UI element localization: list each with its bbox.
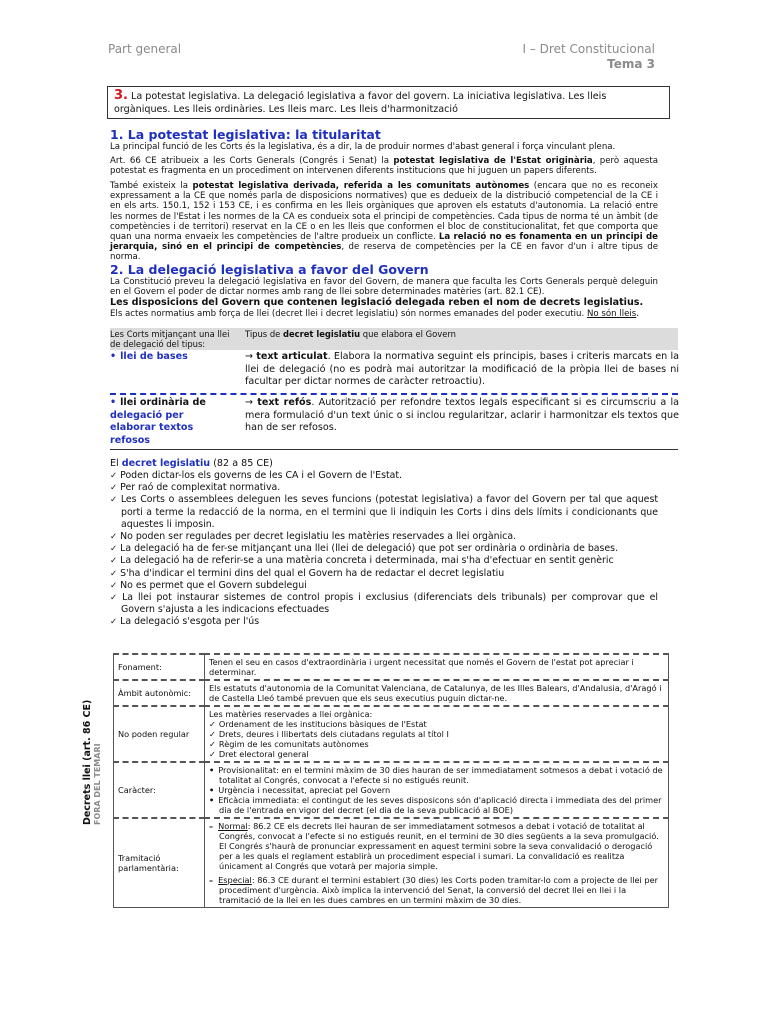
bullet-dot-icon: • — [110, 397, 117, 408]
delegation-table-header — [110, 328, 678, 350]
delegation-row-refosos — [110, 393, 680, 446]
header-left: Part general — [108, 42, 182, 56]
no-poden-list — [209, 719, 664, 759]
s2-p3-c: . — [636, 309, 639, 319]
delegation-header-left: Les Corts mitjançant una llei de delegació del tipus: — [110, 329, 230, 349]
list-item: ✓ S'ha d'indicar el termini dins del qual el Govern ha de redactar el decret legislatiu — [110, 568, 658, 580]
s1-p2-b: potestat legislativa de l'Estat originària — [393, 156, 593, 166]
list-item: ✓ La delegació ha de referir-se a una matèria concreta i determinada, mai s'ha d'efectuar en sentit genèric — [110, 555, 658, 567]
list-item — [209, 821, 664, 871]
row-bases-text: . Elabora la normativa seguint els principis, bases i criteris marcats en la llei de delegació (no es podrà mai autoritzar la modificació de la pròpia llei de bases ni facultar per dictar normes de caràcter retroactiu). — [245, 351, 679, 387]
row-refosos-text: . Autorització per refondre textos legals especificant si es circumscriu a la mera formulació d'un text únic o si inclou regularitzar, aclarir i harmonitzar els textos que han de ser refosos. — [245, 397, 680, 433]
list-item: • Urgència i necessitat, apreciat pel Govern — [209, 785, 664, 795]
dl-intro-c: (82 a 85 CE) — [210, 458, 273, 469]
s1-p3-d: La relació no es fonamenta en un principi de jerarquia, sinó en el principi de competències — [110, 232, 658, 253]
table-row — [114, 762, 669, 818]
dh-right-c: que elabora el Govern — [360, 329, 456, 339]
s1-p2-a: Art. 66 CE atribueix a les Corts Generals (Congrés i Senat) la — [110, 156, 394, 166]
list-item: ✓ Dret electoral general — [209, 749, 664, 759]
section-1-p3 — [110, 181, 658, 263]
tramitacio-especial-text: : 86.3 CE durant el termini establert (30 dies) les Corts poden tramitar-lo com a projecte de llei per procediment d'urgència. Això implica la intervenció del Senat, la conversió del decret llei en llei i la tramitació de la llei en les dues cambres en un termini màxim de 30 dies. — [219, 875, 659, 905]
row-refosos-label-a: llei ordinària de — [120, 397, 206, 408]
section-1-p2 — [110, 156, 658, 176]
list-item: • Provisionalitat: en el termini màxim de 30 dies hauran de ser immediatament sotmesos a debat i votació de totalitat al Congrés, convocat a l'efecte si no estigués reunit. — [209, 765, 664, 785]
table-row — [114, 706, 669, 762]
row-content-no-poden — [205, 706, 669, 762]
dl-intro-a: El — [110, 458, 122, 469]
delegation-header-right — [245, 329, 456, 339]
section-2-title: 2. La delegació legislativa a favor del Govern — [110, 262, 429, 277]
row-text-fonament: Tenen el seu en casos d'extraordinària i urgent necessitat que només el Govern de l'estat pot apreciar i determinar. — [205, 654, 669, 680]
s1-p3-a: També existeix la — [110, 181, 193, 191]
row-text-ambit: Els estatuts d'autonomia de la Comunitat Valenciana, de Catalunya, de les Illes Balears, d'Andalusia, d'Aragó i de Castella Lleó també prevuen que els seus executius puguin dictar-ne. — [205, 680, 669, 706]
list-item: ✓ Les Corts o assemblees deleguen les seves funcions (potestat legislativa) a favor del Govern per tal que aquest porti a terme la redacció de la norma, en el termini que li indiquin les Corts i dins dels límits i condicionants que aquestes li imposin. — [110, 494, 658, 531]
row-label-ambit: Àmbit autonòmic: — [114, 680, 205, 706]
list-item: ✓ Règim de les comunitats autònomes — [209, 739, 664, 749]
list-item: ✓ Drets, deures i llibertats dels ciutadans regulats al títol I — [209, 729, 664, 739]
no-poden-intro: Les matèries reservades a llei orgànica: — [209, 709, 373, 719]
tramitacio-normal-text: : 86.2 CE els decrets llei hauran de ser immediatament sotmesos a debat i votació de totalitat al Congrés, convocat a l'efecte si no estigués reunit, en el termini de 30 dies següents a la seva promulgació. El Congrés s'haurà de pronunciar expressament en aquest termini sobre la seva convalidació o derogació per a les quals el reglament establirà un procediment especial i sumari. La convalidació es realitza únicament al Congrés que votarà per majoria simple. — [219, 821, 659, 871]
table-row — [114, 654, 669, 680]
section-2-p3 — [110, 309, 658, 319]
decret-legislatiu-list — [110, 470, 658, 629]
s1-p3-e: , de reserva de competències per la CE en favor d'un i altre tipus de norma. — [110, 242, 658, 263]
side-label-subtitle: FORA DEL TEMARI — [93, 743, 102, 825]
row-content-tramitacio — [205, 818, 669, 908]
row-label-caracter: Caràcter: — [114, 762, 205, 818]
row-refosos-left — [110, 397, 230, 447]
row-label-tramitacio: Tramitació parlamentària: — [114, 818, 205, 908]
table-row — [114, 818, 669, 908]
decret-legislatiu-intro — [110, 458, 273, 469]
row-bases-right — [245, 351, 679, 389]
decrets-llei-table — [113, 653, 669, 908]
list-item: ✓ No poden ser regulades per decret legislatiu les matèries reservades a llei orgànica. — [110, 531, 658, 543]
dh-right-a: Tipus de — [245, 329, 283, 339]
tramitacio-especial-label: Especial — [218, 875, 252, 885]
row-refosos-label-b: delegació per elaborar textos refosos — [110, 409, 194, 446]
list-item: ✓ La llei pot instaurar sistemes de control propis i exclusius (diferenciats dels tribunals) per comprovar que el Govern s'ajusta a les indicacions efectuades — [110, 592, 658, 616]
intro-box — [107, 86, 670, 119]
caracter-list — [209, 765, 664, 815]
list-item: ✓ Poden dictar-los els governs de les CA i el Govern de l'Estat. — [110, 470, 658, 482]
bullet-dot-icon: • — [110, 351, 117, 362]
s2-p3-b: No són lleis — [586, 309, 637, 319]
arrow-icon: → — [245, 397, 258, 408]
list-item: • Eficàcia immediata: el contingut de les seves disposicons són d'aplicació directa i immediata des del primer dia de l'entrada en vigor del decret (el dia de la seva publicació al BOE) — [209, 795, 664, 815]
row-content-caracter — [205, 762, 669, 818]
list-item — [209, 875, 664, 905]
header-right — [523, 42, 655, 71]
section-1-p1: La principal funció de les Corts és la legislativa, és a dir, la de produir normes d'abast general i força vinculant plena. — [110, 142, 616, 152]
header-right-sub: Tema 3 — [607, 57, 655, 71]
dl-intro-b: decret legislatiu — [121, 458, 211, 469]
row-bases-label: llei de bases — [120, 351, 188, 362]
section-2-p1: La Constitució preveu la delegació legislativa en favor del Govern, de manera que faculta les Corts Generals perquè deleguin en el Govern el poder de dictar normes amb rang de llei sobre determinades matèries (art. 82.1 CE). — [110, 277, 658, 298]
delegation-table-bottom-rule — [110, 449, 678, 450]
s1-p2-c: , però aquesta potestat es fragmenta en un procediment on intervenen diferents institucions que hi juguen un papers diferents. — [110, 156, 659, 177]
list-item: ✓ Ordenament de les institucions bàsiques de l'Estat — [209, 719, 664, 729]
section-1-title: 1. La potestat legislativa: la titularitat — [110, 127, 381, 142]
tramitacio-list — [209, 821, 664, 905]
row-refosos-bold: text refós — [257, 397, 312, 408]
row-label-no-poden: No poden regular — [114, 706, 205, 762]
row-label-fonament: Fonament: — [114, 654, 205, 680]
s1-p3-b: potestat legislativa derivada, referida a les comunitats autònomes — [192, 181, 530, 191]
list-item: ✓ No es permet que el Govern subdelegui — [110, 580, 658, 592]
row-bases-bold: text articulat — [256, 351, 328, 362]
tramitacio-normal-label: Normal — [218, 821, 248, 831]
dh-right-b: decret legislatiu — [282, 329, 361, 339]
side-label — [82, 655, 102, 855]
section-2-p2: Les disposicions del Govern que contenen legislació delegada reben el nom de decrets legislatius. — [110, 297, 644, 308]
list-item: ✓ La delegació ha de fer-se mitjançant una llei (llei de delegació) que pot ser ordinària o ordinària de bases. — [110, 543, 658, 555]
s1-p3-c: (encara que no es reconeix expressament a la CE que només parla de disposicions normatives) que es dedueix de la distribució competencial de la CE i en els arts. 150.1, 152 i 153 CE, i es confirma en les lleis orgàniques que aproven els estatuts d'autonomia. La relació entre les normes de l'Estat i les normes de la CA es condueix sota el principi de competències. Cada tipus de norma té un àmbit (de competències i de territori) reservat en la CE o en les lleis que conformen el bloc de constitucionalitat, fet que comporta que quan una norma envaeix les competències de l'altre produeix un conflicte. — [110, 181, 658, 243]
list-item: ✓ Per raó de complexitat normativa. — [110, 482, 658, 494]
row-bases-left — [110, 351, 230, 364]
arrow-icon: → — [245, 351, 257, 362]
side-label-title: Decrets llei (art. 86 CE) — [82, 699, 93, 825]
intro-text: La potestat legislativa. La delegació legislativa a favor del govern. La iniciativa legislativa. Les lleis orgàniques. Les lleis ordinàries. Les lleis marc. Les lleis d'harmonització — [114, 91, 607, 115]
s2-p3-a: Els actes normatius amb força de llei (decret llei i decret legislatiu) són normes emanades del poder executiu. — [110, 309, 587, 319]
table-row — [114, 680, 669, 706]
row-refosos-right — [245, 397, 679, 435]
header-right-title: I – Dret Constitucional — [522, 42, 655, 56]
list-item: ✓ La delegació s'esgota per l'ús — [110, 616, 658, 628]
intro-number: 3. — [114, 88, 128, 103]
